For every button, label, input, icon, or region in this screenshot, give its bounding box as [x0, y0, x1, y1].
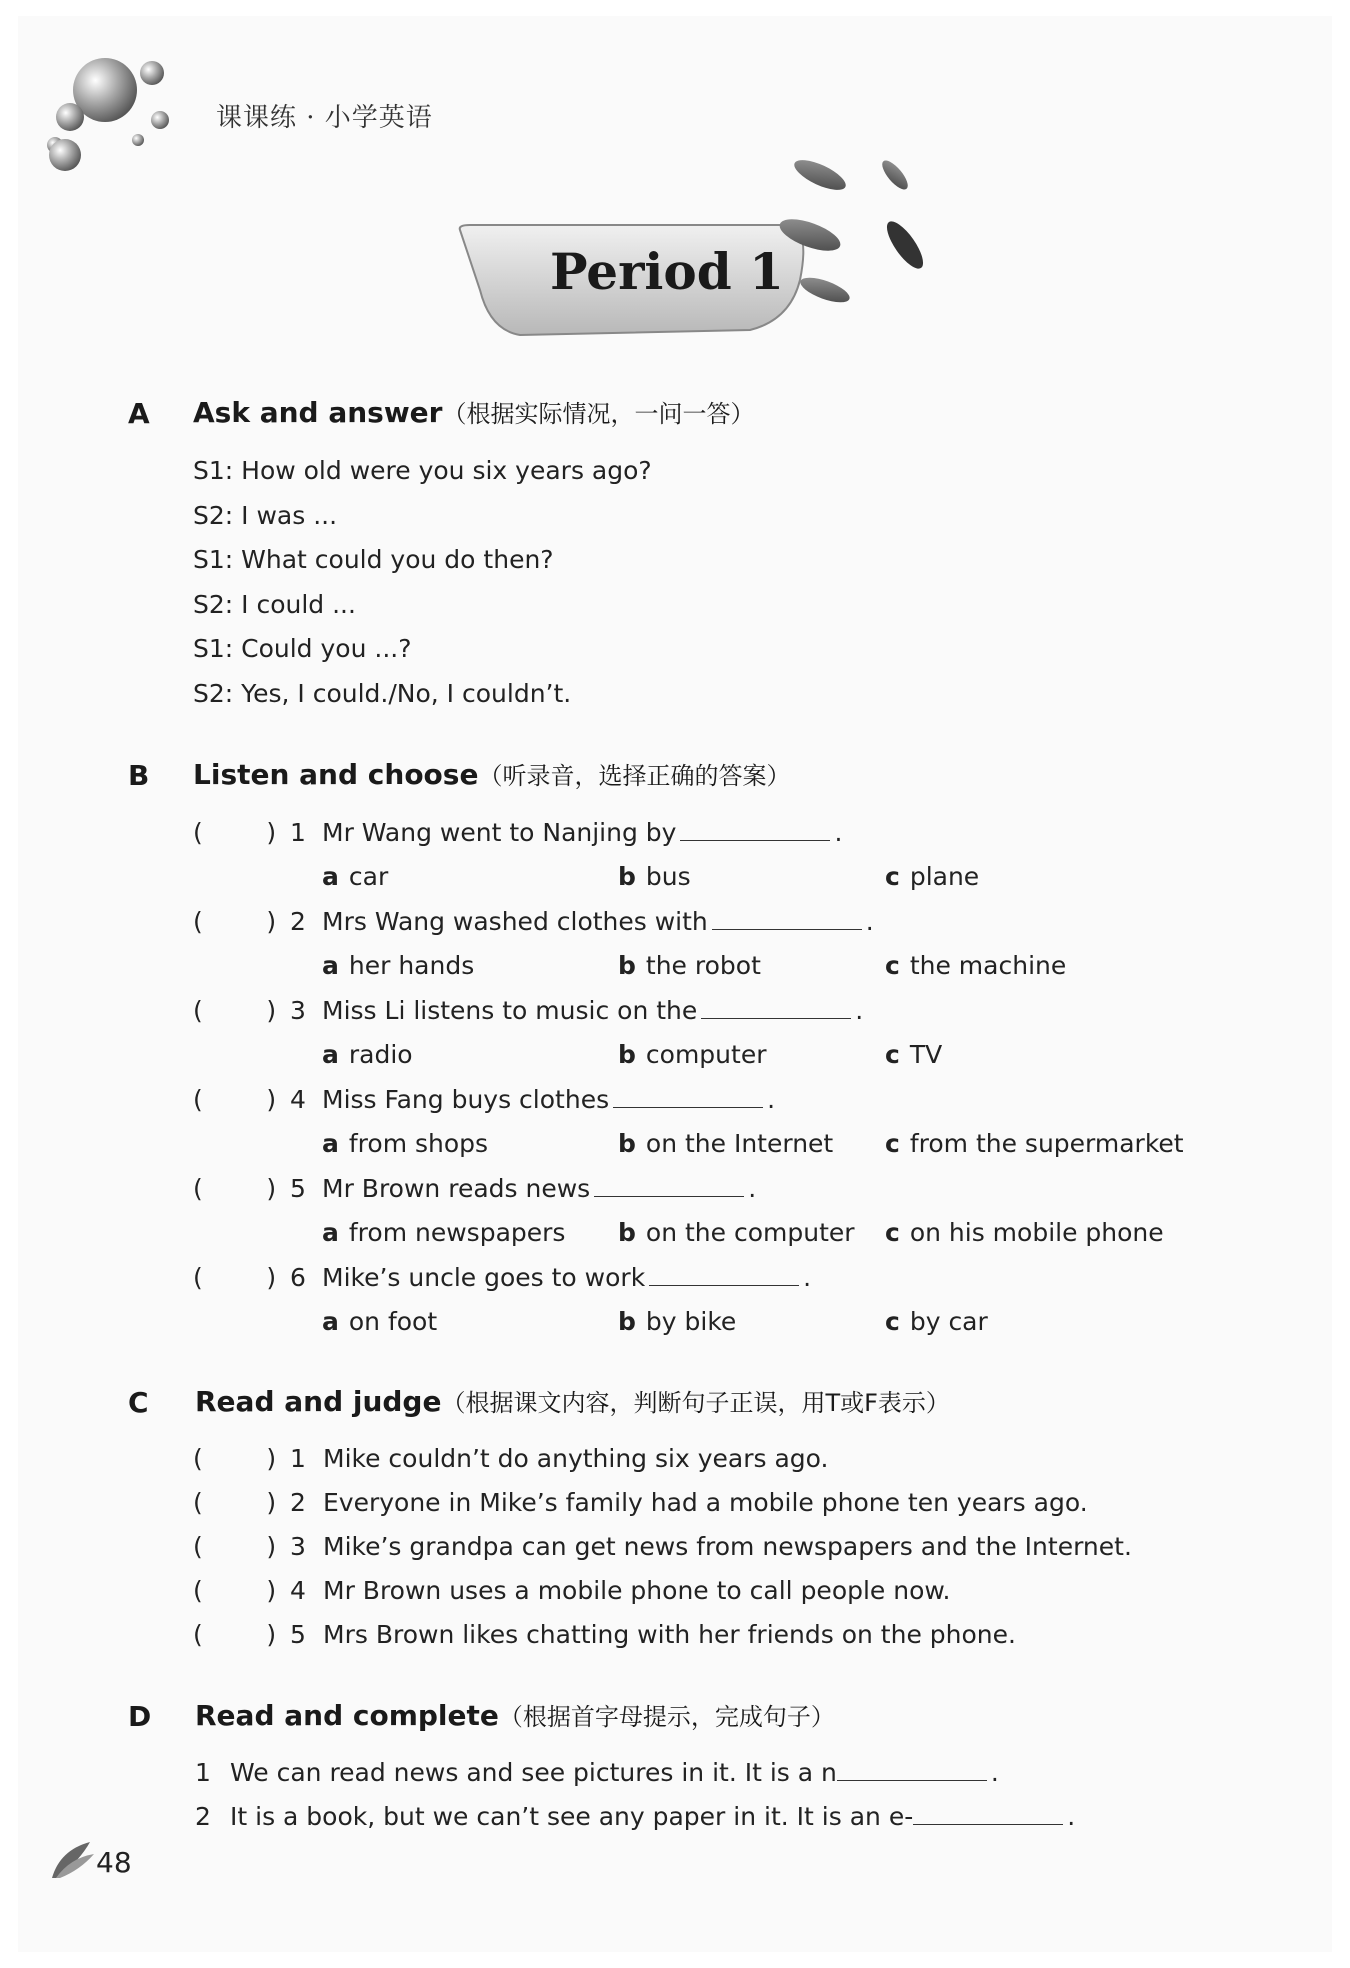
option-b: b on the computer: [618, 1218, 855, 1247]
answer-paren[interactable]: ( ): [193, 1576, 277, 1605]
dialogue-line: S1: How old were you six years ago?: [193, 456, 652, 485]
answer-paren[interactable]: ( ): [193, 1620, 277, 1649]
question-stem: Miss Fang buys clothes .: [322, 1085, 776, 1114]
dialogue-line: S1: Could you ...?: [193, 634, 412, 663]
answer-blank[interactable]: [613, 1087, 763, 1108]
option-a: a her hands: [322, 951, 475, 980]
dialogue-line: S2: I could ...: [193, 590, 356, 619]
question-number: 2: [290, 1488, 306, 1517]
answer-paren[interactable]: ( ): [193, 1444, 277, 1473]
answer-paren[interactable]: ( ): [193, 1532, 277, 1561]
bubbles-decoration: [30, 45, 180, 175]
question-number: 6: [290, 1263, 306, 1292]
statement-text: Mike’s grandpa can get news from newspapers and the Internet.: [323, 1532, 1132, 1561]
answer-paren[interactable]: ( ): [193, 1488, 277, 1517]
leaf-icon: [50, 1840, 96, 1880]
statement-text: Mrs Brown likes chatting with her friends on the phone.: [323, 1620, 1016, 1649]
option-a: a on foot: [322, 1307, 438, 1336]
answer-paren[interactable]: ( ): [193, 1085, 277, 1114]
question-stem: Mike’s uncle goes to work .: [322, 1263, 812, 1292]
question-stem: [322, 818, 842, 847]
stem-end: .: [834, 818, 843, 847]
option-b: b bus: [618, 862, 691, 891]
section-a-title: [193, 394, 754, 429]
option-c: c on his mobile phone: [885, 1218, 1164, 1247]
question-number: 1: [195, 1758, 211, 1787]
option-c: c by car: [885, 1307, 988, 1336]
section-a-letter: A: [128, 397, 150, 430]
question-stem: Mr Brown reads news .: [322, 1174, 757, 1203]
complete-sentence: We can read news and see pictures in it. It is a n .: [230, 1758, 999, 1787]
answer-blank[interactable]: [701, 998, 851, 1019]
option-c: c TV: [885, 1040, 943, 1069]
section-d-title: Read and complete（根据首字母提示，完成句子）: [195, 1699, 835, 1732]
page-number: 48: [96, 1846, 132, 1879]
complete-sentence: It is a book, but we can’t see any paper in it. It is an e- .: [230, 1802, 1076, 1831]
option-c: c from the supermarket: [885, 1129, 1184, 1158]
question-number: 5: [290, 1620, 306, 1649]
section-b-title-cn: （听录音，选择正确的答案）: [478, 762, 791, 790]
answer-paren[interactable]: ( ): [193, 818, 277, 847]
statement-text: Mike couldn’t do anything six years ago.: [323, 1444, 829, 1473]
statement-text: Mr Brown uses a mobile phone to call people now.: [323, 1576, 951, 1605]
question-number: 1: [290, 1444, 306, 1473]
option-b: b on the Internet: [618, 1129, 834, 1158]
answer-paren[interactable]: ( ): [193, 1174, 277, 1203]
page-title: Period 1: [550, 242, 784, 301]
answer-blank[interactable]: [837, 1760, 987, 1781]
option-a: a from newspapers: [322, 1218, 566, 1247]
question-number: 1: [290, 818, 306, 847]
option-b: b by bike: [618, 1307, 737, 1336]
dialogue-line: S2: Yes, I could./No, I couldn’t.: [193, 679, 572, 708]
answer-blank[interactable]: [712, 909, 862, 930]
option-a: a car: [322, 862, 389, 891]
dialogue-line: S1: What could you do then?: [193, 545, 554, 574]
answer-blank[interactable]: [594, 1176, 744, 1197]
series-title: 课课练 · 小学英语: [216, 103, 433, 133]
answer-blank[interactable]: [913, 1804, 1063, 1825]
question-number: 4: [290, 1576, 306, 1605]
option-c: c plane: [885, 862, 980, 891]
option-a: a radio: [322, 1040, 413, 1069]
option-b: b computer: [618, 1040, 767, 1069]
option-b: b the robot: [618, 951, 761, 980]
option-c: c the machine: [885, 951, 1067, 980]
question-number: 4: [290, 1085, 306, 1114]
answer-blank[interactable]: [649, 1265, 799, 1286]
question-number: 5: [290, 1174, 306, 1203]
question-number: 2: [195, 1802, 211, 1831]
section-a-title-cn: （根据实际情况，一问一答）: [442, 400, 755, 428]
section-d-letter: D: [128, 1700, 152, 1733]
question-number: 2: [290, 907, 306, 936]
statement-text: Everyone in Mike’s family had a mobile phone ten years ago.: [323, 1488, 1088, 1517]
answer-paren[interactable]: ( ): [193, 996, 277, 1025]
section-c-title: Read and judge（根据课文内容，判断句子正误，用T或F表示）: [195, 1385, 950, 1418]
question-number: 3: [290, 1532, 306, 1561]
question-number: 3: [290, 996, 306, 1025]
option-a: a from shops: [322, 1129, 489, 1158]
section-b-title: [193, 756, 790, 791]
answer-blank[interactable]: [680, 820, 830, 841]
question-stem: Mrs Wang washed clothes with .: [322, 907, 874, 936]
stem-text: Mr Wang went to Nanjing by: [322, 818, 677, 847]
dialogue-line: S2: I was ...: [193, 501, 338, 530]
section-b-letter: B: [128, 759, 150, 792]
section-a-title-en: Ask and answer: [193, 396, 443, 429]
answer-paren[interactable]: ( ): [193, 907, 277, 936]
answer-paren[interactable]: ( ): [193, 1263, 277, 1292]
section-b-title-en: Listen and choose: [193, 758, 479, 791]
section-c-letter: C: [128, 1386, 149, 1419]
question-stem: Miss Li listens to music on the .: [322, 996, 864, 1025]
